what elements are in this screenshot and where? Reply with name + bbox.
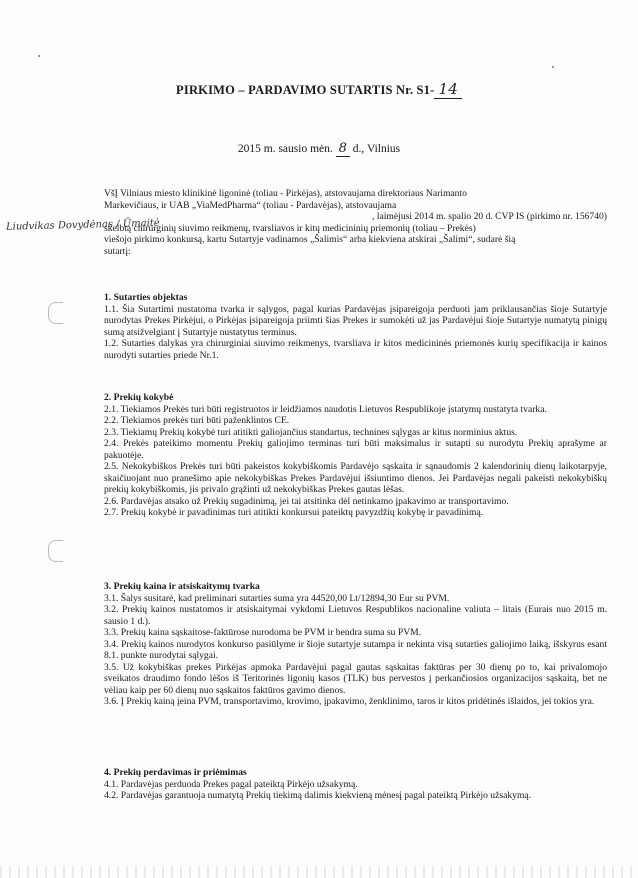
section-paragraph: 3.6. Į Prekių kainą įeina PVM, transportavimo, krovimo, įpakavimo, ženklinimo, taros ir kitos pridėtinės išlaidos, jei tokios yra.	[104, 696, 595, 707]
intro-line: , laimėjusi 2014 m. spalio 20 d. CVP IS (pirkimo nr. 156740)	[372, 211, 607, 222]
section-paragraph: 4.2. Pardavėjas garantuoja numatytą Prekių tiekimą dalimis kiekvieną mėnesį pagal pateiktą Pirkėjo užsakymą.	[104, 790, 532, 801]
section-paragraph: 2.4. Prekės pateikimo momentu Prekių galiojimo terminas turi būti maksimalus ir sutapti su nurodytu Prekių aprašyme ar pakuotėje.	[104, 438, 607, 461]
section-heading: 1. Sutarties objektas	[104, 292, 188, 303]
section-1	[104, 292, 607, 361]
section-paragraph: 1.1. Šia Sutartimi nustatoma tvarka ir sąlygos, pagal kurias Pardavėjas įsipareigoja perduoti jam priklausančias šioje Sutartyje nurodytas Prekes Pirkėjui, o Pirkėjas įsipareigoja priimti šias Prekes ir sumokėti už jas Pardavėjui šioje Sutartyje numatytą pinigų sumą atsižvelgiant į Sutartyje nustatytus terminus.	[104, 303, 607, 338]
section-paragraph: 3.3. Prekių kaina sąskaitose-faktūrose nurodoma be PVM ir bendra suma su PVM.	[104, 627, 422, 638]
date-prefix: 2015 m. sausio mėn.	[237, 143, 333, 155]
section-heading: 3. Prekių kaina ir atsiskaitymų tvarka	[104, 581, 260, 592]
intro-line: sutartį:	[104, 245, 131, 257]
handwritten-date-day: 8	[336, 141, 350, 157]
title-text: PIRKIMO – PARDAVIMO SUTARTIS Nr. S1-	[176, 83, 435, 97]
scan-speck	[552, 66, 554, 68]
handwritten-contract-number: 14	[434, 80, 462, 99]
section-paragraph: 2.3. Tiekiamų Prekių kokybė turi atitikti galiojančius standartus, technines sąlygas ar kitus norminius aktus.	[104, 426, 518, 438]
section-2	[104, 392, 607, 519]
section-paragraph: 2.6. Pardavėjas atsako už Prekių sugadinimą, jei tai atsitinka dėl netinkamo įpakavimo ar transportavimo.	[104, 495, 509, 507]
intro-line: VšĮ Vilniaus miesto klinikinė ligoninė (toliau - Pirkėjas), atstovaujama direktoriaus Narimanto	[104, 188, 467, 199]
contract-title	[0, 80, 638, 98]
intro-paragraph	[104, 188, 607, 257]
scan-bottom-edge	[0, 866, 638, 878]
punch-hole-mark	[48, 540, 63, 562]
section-paragraph: 3.4. Prekių kainos nurodytos konkurso pasiūlyme ir šioje sutartyje sutampa ir nekinta visą sutarties galiojimo laiką, išskyrus esant 8.1. punkte nurodytai sąlygai.	[104, 638, 607, 661]
section-3	[104, 581, 607, 708]
scan-speck	[38, 55, 40, 57]
intro-line: viešojo pirkimo konkursą, kartu Sutartyje vadinamos „Šalimis“ arba kiekviena atskirai „Šalimi“, sudarė šią	[104, 234, 516, 245]
section-paragraph: 1.2. Sutarties dalykas yra chirurginiai siuvimo reikmenys, tvarsliava ir kitos medicininės priemonės kurių specifikacija ir kainos nurodyti sutarties priede Nr.1.	[104, 338, 607, 361]
punch-hole-mark	[48, 302, 63, 324]
handwritten-representative-name: Liudvikas Dovydėnas / Ūmaitė	[5, 217, 160, 233]
date-suffix: d., Vilnius	[352, 143, 401, 155]
intro-line: skelbtą chirurginių siuvimo reikmenų, tvarsliavos ir kitų medicininių priemonių (toliau – Prekės)	[104, 222, 476, 234]
intro-line: Markevičiaus, ir UAB „ViaMedPharma“ (toliau - Pardavėjas), atstovaujama	[104, 199, 397, 211]
section-paragraph: 3.5. Už kokybiškas prekes Pirkėjas apmoka Pardavėjui pagal gautas sąskaitas faktūras per 30 dienų po to, kai privalomojo sveikatos draudimo fondo lėšos iš Teritorinės ligonių kasos (TLK) bus pervestos į perkančiosios organizacijos sąskaitą, bet ne vėliau kaip per 60 dienų nuo sąskaitos faktūros gavimo dienos.	[104, 661, 607, 696]
section-heading: 2. Prekių kokybė	[104, 392, 174, 403]
section-paragraph: 4.1. Pardavėjas perduoda Prekes pagal pateiktą Pirkėjo užsakymą.	[104, 778, 358, 790]
date-line	[0, 141, 638, 156]
section-paragraph: 2.7. Prekių kokybė ir pavadinimas turi atitikti konkursui pateiktų pavyzdžių kokybę ir pavadinimą.	[104, 507, 484, 518]
section-paragraph: 3.2. Prekių kainos nustatomos ir atsiskaitymai vykdomi Lietuvos Respublikos nacionaline valiuta – litais (Eurais nuo 2015 m. sausio 1 d.).	[104, 604, 607, 627]
section-paragraph: 2.1. Tiekiamos Prekės turi būti registruotos ir leidžiamos naudotis Lietuvos Respublikoje įstatymų nustatyta tvarka.	[104, 403, 547, 415]
section-paragraph: 2.5. Nekokybiškos Prekės turi būti pakeistos kokybiškomis Pardavėjo sąskaita ir sąnaudomis 2 kalendorinių dienų laikotarpyje, skaičiuojant nuo pranešimo apie nekokybiškas Prekes Pardavėjui išsiuntimo dienos. Jei Pardavėjas negali pakeisti nekokybiškų prekių kokybiškomis, jis privalo grąžinti už nekokybiškas Prekes gautas lėšas.	[104, 461, 607, 495]
section-4	[104, 767, 607, 802]
section-paragraph: 3.1. Šalys susitarė, kad preliminari sutarties suma yra 44520,00 Lt/12894,30 Eur su PVM.	[104, 592, 450, 604]
section-paragraph: 2.2. Tiekiamos prekės turi būti paženklintos CE.	[104, 415, 290, 426]
section-heading: 4. Prekių perdavimas ir priėmimas	[104, 767, 247, 778]
